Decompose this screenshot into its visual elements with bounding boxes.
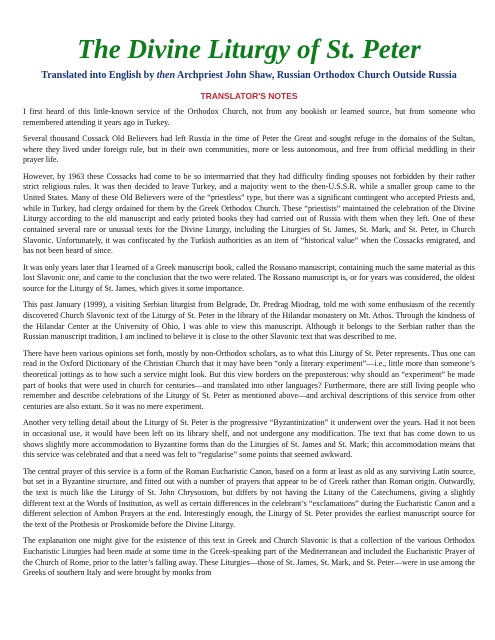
paragraph-4: It was only years later that I learned of a Greek manuscript book, called the Rossano manuscript, containing much the same material as this lost Slavonic one, and came to the conclusion that the two were related. The Rossano manuscript is, or for years was considered, the oldest source for the Liturgy of St. James, which gives it some importance. bbox=[23, 262, 475, 294]
paragraph-6: There have been various opinions set forth, mostly by non-Orthodox scholars, as to what this Liturgy of St. Peter represents. Thus one can read in the Oxford Dictionary of the Christian Church that it may have been “only a literary experiment”—i.e., little more than someone’s theoretical jottings as to how such a service might look. But this view borders on the preposterous: why should an “experiment” be made part of books that were used in church for centuries—and translated into other languages? Furthermore, there are still living people who remember and describe celebrations of the Liturgy of St. Peter as mentioned above—and archival descriptions of this service from other centuries are also extant. So it was no mere experiment. bbox=[23, 348, 475, 412]
translator-credit-prefix: Translated into English by bbox=[41, 70, 157, 81]
paragraph-2: Several thousand Cossack Old Believers had left Russia in the time of Peter the Great and sought refuge in the domains of the Sultan, where they lived under foreign rule, but in their own communities, more or less autonomous, and free from official meddling in their prayer life. bbox=[23, 133, 475, 165]
paragraph-1: I first heard of this little-known service of the Orthodox Church, not from any bookish or learned source, but from someone who remembered attending it years ago in Turkey. bbox=[23, 107, 475, 127]
paragraph-7: Another very telling detail about the Liturgy of St. Peter is the progressive “Byzantinization” it underwent over the years. Had it not been in occasional use, it would have been left on its library shelf, and not undergone any modification. The text that has come down to us shows slightly more accommodation to Byzantine forms than do the Liturgies of St. James and St. Mark; this accommodation means that this service was celebrated and that a need was felt to “regularise” some points that seemed awkward. bbox=[23, 418, 475, 460]
paragraph-5: This past January (1999), a visiting Serbian liturgist from Belgrade, Dr. Predrag Miodrag, told me with some enthusiasm of the recently discovered Church Slavonic text of the Liturgy of St. Peter in the library of the Hilandar monastery on Mt. Athos. Through the kindness of the Hilandar Center at the University of Ohio, I was able to view this manuscript. Although it belongs to the Serbian rather than the Russian manuscript tradition, I am inclined to believe it is close to the other Slavonic text that was described to me. bbox=[23, 300, 475, 342]
paragraph-3: However, by 1963 these Cossacks had come to be so intermarried that they had difficulty finding spouses not forbidden by their rather strict religious rules. It was then decided to leave Turkey, and a majority went to the then-U.S.S.R. while a smaller group came to the United States. Many of these Old Believers were of the “priestless” type, but there was a significant contingent who accepted Priests and, while in Turkey, had clergy ordained for them by the Greek Orthodox Church. These “priestists” maintained the celebration of the Divine Liturgy according to the old manuscript and early printed books they had carried out of Russia with them when they left. One of these contained several rare or unusual texts for the Divine Liturgy, including the Liturgies of St. James, St. Mark, and St. Peter, in Church Slavonic. Unfortunately, it was confiscated by the Turkish authorities as an item of “historical value” when the Cossacks emigrated, and has not been heard of since. bbox=[23, 171, 475, 256]
section-heading: TRANSLATOR'S NOTES bbox=[200, 91, 298, 101]
translator-credit-suffix: Archpriest John Shaw, Russian Orthodox Church Outside Russia bbox=[175, 70, 457, 81]
translator-credit-emphasis: then bbox=[156, 70, 176, 81]
page-title: The Divine Liturgy of St. Peter bbox=[77, 34, 421, 64]
paragraph-8: The central prayer of this service is a form of the Roman Eucharistic Canon, based on a form at least as old as any surviving Latin source, but set in a Byzantine structure, and fitted out with a number of prayers that appear to be of Greek rather than Roman origin. Outwardly, the text is much like the Liturgy of St. John Chrysostom, but differs by not having the Litany of the Catechumens, giving a slightly different text at the Words of Institution, as well as certain differences in the celebrant’s “exclamations” during the Eucharistic Canon and a different selection of Ambon Prayers at the end. Interestingly enough, the Liturgy of St. Peter provides the earliest manuscript source for the text of the Prothesis or Proskomide before the Divine Liturgy. bbox=[23, 466, 475, 530]
translator-credit bbox=[29, 70, 469, 82]
paragraph-9: The explanation one might give for the existence of this text in Greek and Church Slavonic is that a collection of the various Orthodox Eucharistic Liturgies had been made at some time in the Greek-speaking part of the Mediterranean and included the Eucharistic Prayer of the Church of Rome, prior to the latter’s falling away. These Liturgies—those of St. James, St. Mark, and St. Peter—were in use among the Greeks of southern Italy and were brought by monks from bbox=[23, 536, 475, 578]
